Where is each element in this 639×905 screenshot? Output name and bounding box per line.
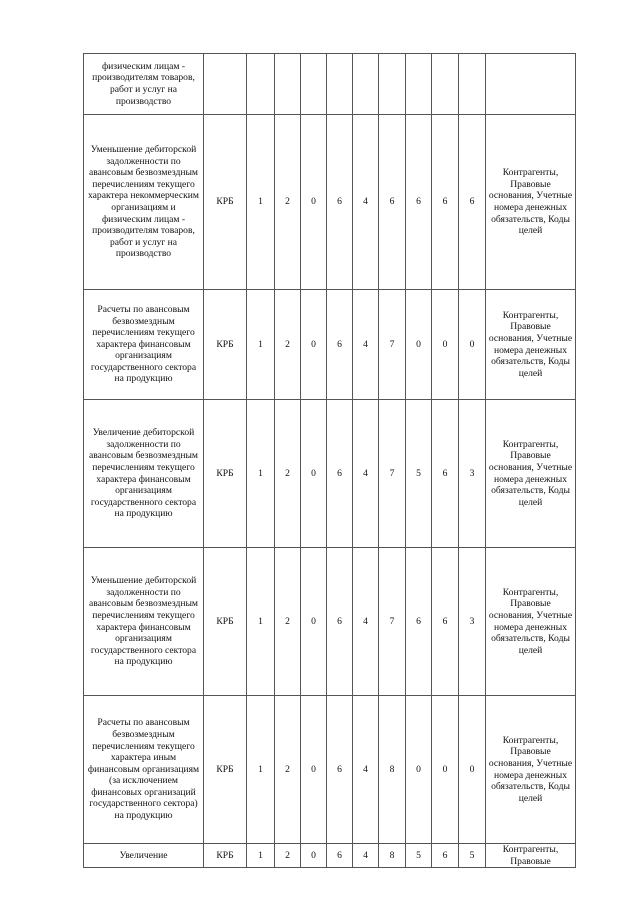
document-code-cell: КРБ bbox=[204, 400, 247, 548]
account-digit-cell: 6 bbox=[432, 115, 459, 290]
account-digit-cell: 1 bbox=[247, 844, 275, 868]
account-digit-cell bbox=[301, 54, 327, 115]
account-digit-cell: 8 bbox=[379, 696, 406, 844]
table-row bbox=[84, 400, 576, 548]
account-digit-cell: 4 bbox=[353, 844, 379, 868]
table-row bbox=[84, 54, 576, 115]
account-digit-cell bbox=[406, 54, 432, 115]
account-digit-cell: 4 bbox=[353, 696, 379, 844]
account-digit-cell: 0 bbox=[301, 844, 327, 868]
account-digit-cell: 5 bbox=[406, 844, 432, 868]
document-code-cell bbox=[204, 54, 247, 115]
account-digit-cell: 2 bbox=[275, 548, 301, 696]
account-digit-cell: 2 bbox=[275, 115, 301, 290]
account-digit-cell: 1 bbox=[247, 290, 275, 400]
account-digit-cell: 0 bbox=[459, 290, 486, 400]
account-digit-cell bbox=[353, 54, 379, 115]
account-digit-cell: 1 bbox=[247, 548, 275, 696]
document-code-cell: КРБ bbox=[204, 115, 247, 290]
account-digit-cell: 1 bbox=[247, 696, 275, 844]
analytics-cell: Контрагенты, Правовые основания, Учетные номера денежных обязательств, Коды целей bbox=[486, 696, 576, 844]
account-digit-cell: 0 bbox=[301, 548, 327, 696]
account-name-cell: физическим лицам - производителям товаров, работ и услуг на производство bbox=[84, 54, 204, 115]
account-digit-cell: 6 bbox=[432, 400, 459, 548]
account-digit-cell: 2 bbox=[275, 400, 301, 548]
account-digit-cell: 6 bbox=[459, 115, 486, 290]
account-digit-cell: 6 bbox=[406, 115, 432, 290]
account-digit-cell: 0 bbox=[301, 400, 327, 548]
account-digit-cell: 6 bbox=[327, 115, 353, 290]
account-name-cell: Расчеты по авансовым безвозмездным перечислениям текущего характера иным финансовым организациям (за исключением финансовых организаций государственного сектора) на продукцию bbox=[84, 696, 204, 844]
account-digit-cell: 7 bbox=[379, 548, 406, 696]
table-row bbox=[84, 844, 576, 868]
table-row bbox=[84, 548, 576, 696]
account-name-cell: Уменьшение дебиторской задолженности по авансовым безвозмездным перечислениям текущего характера некоммерческим организациям и физическим лицам - производителям товаров, работ и услуг на производство bbox=[84, 115, 204, 290]
account-digit-cell: 1 bbox=[247, 115, 275, 290]
document-code-cell: КРБ bbox=[204, 290, 247, 400]
account-digit-cell: 5 bbox=[459, 844, 486, 868]
account-digit-cell bbox=[275, 54, 301, 115]
account-digit-cell: 4 bbox=[353, 400, 379, 548]
accounts-table bbox=[83, 53, 576, 868]
account-digit-cell: 5 bbox=[406, 400, 432, 548]
account-digit-cell: 0 bbox=[432, 696, 459, 844]
account-digit-cell: 1 bbox=[247, 400, 275, 548]
table-row bbox=[84, 290, 576, 400]
account-name-cell: Уменьшение дебиторской задолженности по авансовым безвозмездным перечислениям текущего характера финансовым организациям государственного сектора на продукцию bbox=[84, 548, 204, 696]
account-digit-cell: 6 bbox=[432, 844, 459, 868]
account-name-cell: Увеличение дебиторской задолженности по авансовым безвозмездным перечислениям текущего характера финансовым организациям государственного сектора на продукцию bbox=[84, 400, 204, 548]
account-digit-cell: 6 bbox=[327, 844, 353, 868]
account-digit-cell: 6 bbox=[327, 400, 353, 548]
account-digit-cell: 6 bbox=[379, 115, 406, 290]
analytics-cell: Контрагенты, Правовые основания, Учетные номера денежных обязательств, Коды целей bbox=[486, 548, 576, 696]
account-digit-cell: 2 bbox=[275, 696, 301, 844]
account-digit-cell: 0 bbox=[301, 115, 327, 290]
analytics-cell: Контрагенты, Правовые основания, Учетные номера денежных обязательств, Коды целей bbox=[486, 400, 576, 548]
account-digit-cell: 0 bbox=[432, 290, 459, 400]
document-code-cell: КРБ bbox=[204, 548, 247, 696]
account-digit-cell: 3 bbox=[459, 548, 486, 696]
account-digit-cell: 8 bbox=[379, 844, 406, 868]
account-digit-cell: 0 bbox=[301, 290, 327, 400]
table-row bbox=[84, 696, 576, 844]
analytics-cell: Контрагенты, Правовые bbox=[486, 844, 576, 868]
account-digit-cell: 6 bbox=[432, 548, 459, 696]
table-row bbox=[84, 115, 576, 290]
account-digit-cell: 7 bbox=[379, 290, 406, 400]
analytics-cell: Контрагенты, Правовые основания, Учетные номера денежных обязательств, Коды целей bbox=[486, 290, 576, 400]
account-digit-cell: 0 bbox=[301, 696, 327, 844]
account-digit-cell: 4 bbox=[353, 115, 379, 290]
account-digit-cell bbox=[459, 54, 486, 115]
account-digit-cell bbox=[432, 54, 459, 115]
account-digit-cell: 7 bbox=[379, 400, 406, 548]
analytics-cell: Контрагенты, Правовые основания, Учетные номера денежных обязательств, Коды целей bbox=[486, 115, 576, 290]
account-digit-cell bbox=[327, 54, 353, 115]
account-digit-cell: 6 bbox=[327, 548, 353, 696]
account-name-cell: Расчеты по авансовым безвозмездным перечислениям текущего характера финансовым организациям государственного сектора на продукцию bbox=[84, 290, 204, 400]
account-digit-cell: 6 bbox=[406, 548, 432, 696]
account-digit-cell bbox=[247, 54, 275, 115]
account-digit-cell: 0 bbox=[406, 696, 432, 844]
account-digit-cell: 2 bbox=[275, 844, 301, 868]
account-digit-cell: 0 bbox=[459, 696, 486, 844]
account-digit-cell: 3 bbox=[459, 400, 486, 548]
account-digit-cell: 4 bbox=[353, 548, 379, 696]
document-code-cell: КРБ bbox=[204, 696, 247, 844]
account-digit-cell: 4 bbox=[353, 290, 379, 400]
account-digit-cell: 6 bbox=[327, 290, 353, 400]
account-digit-cell: 6 bbox=[327, 696, 353, 844]
account-digit-cell bbox=[379, 54, 406, 115]
account-digit-cell: 2 bbox=[275, 290, 301, 400]
analytics-cell bbox=[486, 54, 576, 115]
account-name-cell: Увеличение bbox=[84, 844, 204, 868]
document-code-cell: КРБ bbox=[204, 844, 247, 868]
account-digit-cell: 0 bbox=[406, 290, 432, 400]
